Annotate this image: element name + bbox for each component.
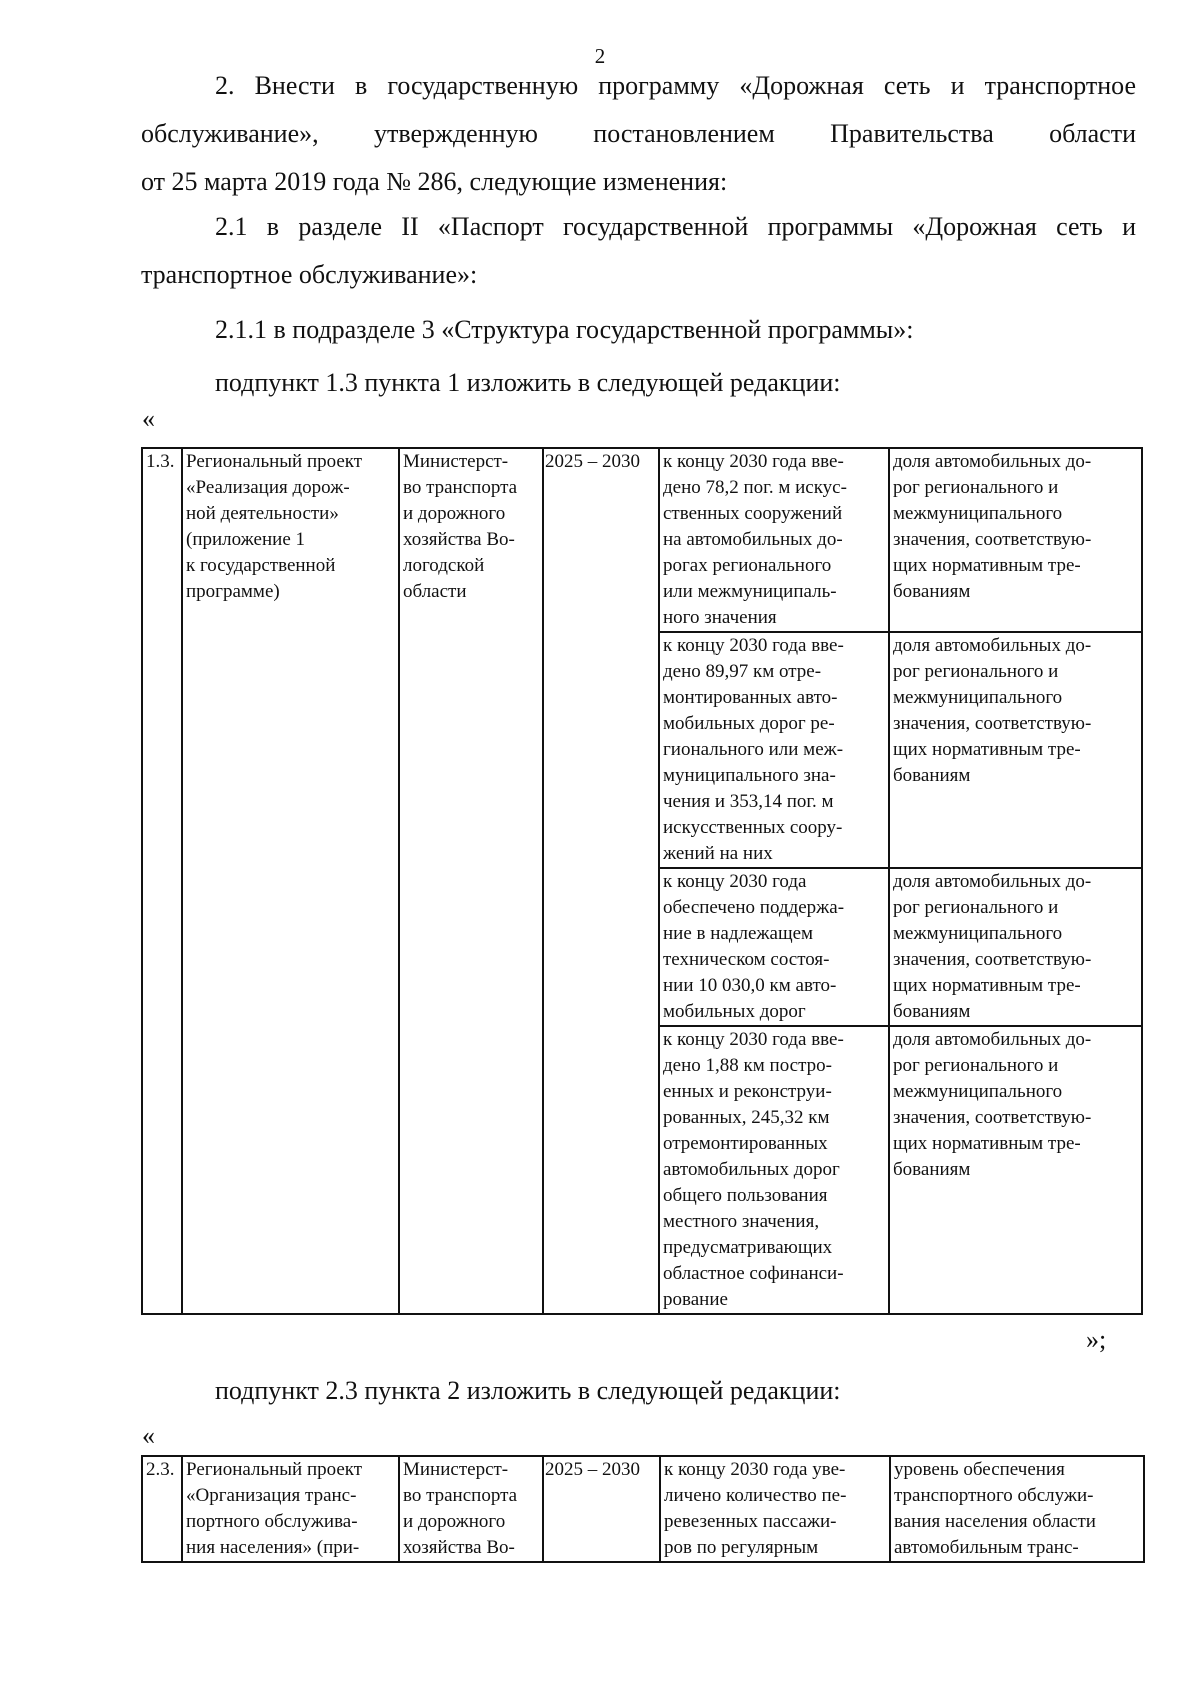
- cell-line: межмуниципального: [893, 923, 1063, 944]
- cell-line: доля автомобильных до-: [893, 1029, 1092, 1050]
- cell-line: хозяйства Во-: [403, 529, 515, 550]
- cell-line: бованиям: [893, 1001, 971, 1022]
- cell-line: дено 78,2 пог. м искус-: [663, 477, 847, 498]
- cell-line: межмуниципального: [893, 503, 1063, 524]
- cell-line: обеспечено поддержа-: [663, 897, 845, 918]
- cell-line: жений на них: [663, 843, 773, 864]
- expected-result: [660, 1456, 890, 1562]
- cell-line: рог регионального и: [893, 661, 1059, 682]
- page-number: 2: [594, 44, 606, 68]
- cell-line: ние в надлежащем: [663, 923, 814, 944]
- implementation-period: 2025 – 2030: [543, 1456, 660, 1562]
- cell-line: Министерст-: [403, 1459, 509, 1480]
- expected-result: [659, 1026, 889, 1314]
- cell-line: портного обслужива-: [186, 1511, 358, 1532]
- item-number: 1.3.: [142, 448, 182, 1314]
- cell-line: логодской: [403, 555, 485, 576]
- cell-line: щих нормативным тре-: [893, 739, 1081, 760]
- cell-line: значения, соответствую-: [893, 949, 1092, 970]
- cell-line: значения, соответствую-: [893, 713, 1092, 734]
- cell-line: области: [403, 581, 467, 602]
- text-line: 2.1 в разделе II «Паспорт государственной программы «Дорожная сеть и: [215, 212, 1136, 241]
- cell-line: к концу 2030 года вве-: [663, 1029, 844, 1050]
- cell-line: к концу 2030 года вве-: [663, 451, 844, 472]
- table-row: [142, 448, 1142, 632]
- cell-line: бованиям: [893, 581, 971, 602]
- cell-line: автомобильным транс-: [894, 1537, 1079, 1558]
- cell-line: рованных, 245,32 км: [663, 1107, 830, 1128]
- cell-line: во транспорта: [403, 1485, 518, 1506]
- text-line: обслуживание», утвержденную постановлением Правительства области: [141, 119, 1136, 148]
- cell-line: к концу 2030 года вве-: [663, 635, 844, 656]
- paragraph-section-2-1-1: 2.1.1 в подразделе 3 «Структура государственной программы»:: [215, 315, 914, 344]
- cell-line: ной деятельности»: [186, 503, 339, 524]
- expected-result: [659, 868, 889, 1026]
- implementation-period: 2025 – 2030: [543, 448, 659, 1314]
- paragraph-amendment-intro-end: от 25 марта 2019 года № 286, следующие изменения:: [141, 167, 728, 196]
- cell-line: дено 1,88 км постро-: [663, 1055, 832, 1076]
- cell-line: Региональный проект: [186, 451, 363, 472]
- cell-line: к концу 2030 года: [663, 871, 807, 892]
- table-row: [142, 1456, 1144, 1562]
- cell-line: на автомобильных до-: [663, 529, 843, 550]
- cell-line: искусственных соору-: [663, 817, 843, 838]
- quote-open-2: «: [142, 1421, 155, 1450]
- expected-result: [659, 632, 889, 868]
- cell-line: рог регионального и: [893, 477, 1059, 498]
- paragraph-subitem-1-3: подпункт 1.3 пункта 1 изложить в следующей редакции:: [215, 368, 841, 397]
- cell-line: межмуниципального: [893, 1081, 1063, 1102]
- target-indicator: [889, 1026, 1142, 1314]
- paragraph-section-2-1-end: транспортное обслуживание»:: [141, 260, 478, 289]
- cell-line: бованиям: [893, 765, 971, 786]
- cell-line: транспортного обслужи-: [894, 1485, 1094, 1506]
- cell-line: во транспорта: [403, 477, 518, 498]
- cell-line: межмуниципального: [893, 687, 1063, 708]
- target-indicator: [889, 868, 1142, 1026]
- structure-table-1-3: [141, 447, 1143, 1315]
- expected-result: [659, 448, 889, 632]
- cell-line: доля автомобильных до-: [893, 451, 1092, 472]
- cell-line: и дорожного: [403, 503, 506, 524]
- cell-line: местного значения,: [663, 1211, 820, 1232]
- structure-table-2-3: [141, 1455, 1145, 1563]
- item-number: 2.3.: [142, 1456, 182, 1562]
- cell-line: муниципального зна-: [663, 765, 836, 786]
- cell-line: ревезенных пассажи-: [664, 1511, 837, 1532]
- cell-line: рог регионального и: [893, 897, 1059, 918]
- cell-line: мобильных дорог ре-: [663, 713, 835, 734]
- quote-open-1: «: [142, 404, 155, 433]
- cell-line: значения, соответствую-: [893, 529, 1092, 550]
- cell-line: ственных сооружений: [663, 503, 843, 524]
- target-indicator: [890, 1456, 1144, 1562]
- cell-line: гионального или меж-: [663, 739, 844, 760]
- cell-line: Региональный проект: [186, 1459, 363, 1480]
- cell-line: или межмуниципаль-: [663, 581, 837, 602]
- cell-line: ного значения: [663, 607, 777, 628]
- target-indicator: [889, 448, 1142, 632]
- cell-line: личено количество пе-: [664, 1485, 847, 1506]
- cell-line: чения и 353,14 пог. м: [663, 791, 834, 812]
- cell-line: щих нормативным тре-: [893, 1133, 1081, 1154]
- cell-line: общего пользования: [663, 1185, 828, 1206]
- quote-close-1: »;: [1086, 1325, 1107, 1354]
- project-name: [182, 448, 399, 1314]
- cell-line: вания населения области: [894, 1511, 1096, 1532]
- text-line: 2. Внести в государственную программу «Дорожная сеть и транспортное: [215, 71, 1136, 100]
- cell-line: «Реализация дорож-: [186, 477, 350, 498]
- cell-line: ров по регулярным: [664, 1537, 819, 1558]
- cell-line: монтированных авто-: [663, 687, 838, 708]
- cell-line: дено 89,97 км отре-: [663, 661, 822, 682]
- cell-line: енных и реконструи-: [663, 1081, 832, 1102]
- project-name: [182, 1456, 399, 1562]
- cell-line: доля автомобильных до-: [893, 871, 1092, 892]
- cell-line: и дорожного: [403, 1511, 506, 1532]
- cell-line: бованиям: [893, 1159, 971, 1180]
- cell-line: техническом состоя-: [663, 949, 830, 970]
- cell-line: уровень обеспечения: [894, 1459, 1065, 1480]
- cell-line: отремонтированных: [663, 1133, 828, 1154]
- cell-line: «Организация транс-: [186, 1485, 357, 1506]
- cell-line: автомобильных дорог: [663, 1159, 840, 1180]
- cell-line: значения, соответствую-: [893, 1107, 1092, 1128]
- paragraph-subitem-2-3: подпункт 2.3 пункта 2 изложить в следующей редакции:: [215, 1376, 841, 1405]
- cell-line: программе): [186, 581, 280, 602]
- paragraph-section-2-1: [141, 203, 1136, 251]
- cell-line: хозяйства Во-: [403, 1537, 515, 1558]
- cell-line: щих нормативным тре-: [893, 975, 1081, 996]
- responsible-ministry: [399, 1456, 543, 1562]
- cell-line: к государственной: [186, 555, 336, 576]
- cell-line: предусматривающих: [663, 1237, 833, 1258]
- target-indicator: [889, 632, 1142, 868]
- cell-line: областное софинанси-: [663, 1263, 844, 1284]
- cell-line: нии 10 030,0 км авто-: [663, 975, 837, 996]
- cell-line: Министерст-: [403, 451, 509, 472]
- paragraph-amendment-intro: [141, 62, 1136, 158]
- responsible-ministry: [399, 448, 543, 1314]
- cell-line: (приложение 1: [186, 529, 306, 550]
- cell-line: рогах регионального: [663, 555, 832, 576]
- cell-line: щих нормативным тре-: [893, 555, 1081, 576]
- cell-line: доля автомобильных до-: [893, 635, 1092, 656]
- cell-line: ния населения» (при-: [186, 1537, 360, 1558]
- cell-line: рог регионального и: [893, 1055, 1059, 1076]
- cell-line: к концу 2030 года уве-: [664, 1459, 846, 1480]
- cell-line: мобильных дорог: [663, 1001, 806, 1022]
- cell-line: рование: [663, 1289, 728, 1310]
